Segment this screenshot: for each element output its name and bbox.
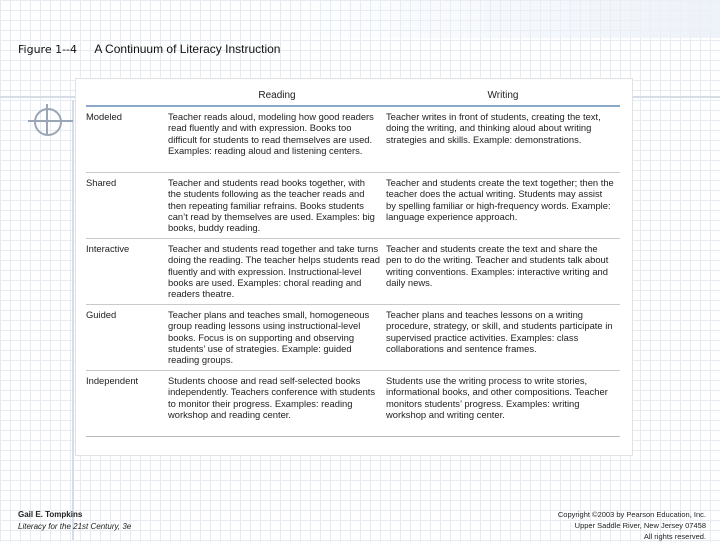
table-row	[86, 305, 620, 371]
figure-caption	[18, 42, 280, 56]
reading-cell: Teacher reads aloud, modeling how good readers read fluently and with expression. Books too difficult for students to read themselves are used. Examples: reading aloud and listening centers.	[168, 106, 386, 173]
table-row	[86, 239, 620, 305]
footer-book-title: Literacy for the 21st Century, 3e	[18, 522, 132, 531]
rights-line: All rights reserved.	[643, 532, 706, 541]
level-cell: Guided	[86, 305, 168, 371]
writing-cell: Teacher and students create the text together; then the teacher does the actual writing. Students may assist by spelling familiar or high-frequency words. Example: language experience approach.	[386, 173, 620, 239]
header-level	[86, 87, 168, 106]
crosshair-vertical	[46, 104, 48, 134]
crosshair-circle-icon	[34, 108, 62, 136]
reading-cell: Teacher and students read books together, with the students following as the teacher reads and then repeating familiar refrains. Books students can’t read by themselves are used. Examples: big books, buddy reading.	[168, 173, 386, 239]
level-cell: Shared	[86, 173, 168, 239]
publisher-line: Upper Saddle River, New Jersey 07458	[574, 521, 706, 530]
continuum-table	[86, 87, 620, 437]
table-row	[86, 371, 620, 437]
header-gradient	[260, 0, 720, 38]
crosshair-horizontal	[28, 120, 73, 122]
header-reading: Reading	[168, 87, 386, 106]
figure-title: A Continuum of Literacy Instruction	[94, 42, 281, 56]
level-cell: Independent	[86, 371, 168, 437]
writing-cell: Students use the writing process to write stories, informational books, and other compositions. Teacher monitors students’ progress. Examples: writing workshop and writing center.	[386, 371, 620, 437]
decorative-rule-vertical	[72, 100, 74, 540]
level-cell: Interactive	[86, 239, 168, 305]
reading-cell: Teacher and students read together and take turns doing the reading. The teacher helps students read fluently and with expression. Instructional-level books are used. Examples: choral reading and readers theatre.	[168, 239, 386, 305]
figure-label: Figure 1--4	[18, 43, 78, 56]
writing-cell: Teacher plans and teaches lessons on a writing procedure, strategy, or skill, and students participate in supervised practice activities. Examples: class collaborations and sentence frames.	[386, 305, 620, 371]
level-cell: Modeled	[86, 106, 168, 173]
footer-copyright	[558, 509, 706, 542]
reading-cell: Teacher plans and teaches small, homogeneous group reading lessons using instructional-level books. Focus is on supporting and observing students’ use of strategies. Example: guided reading groups.	[168, 305, 386, 371]
footer-author: Gail E. Tompkins	[18, 510, 83, 519]
table-header-row	[86, 87, 620, 106]
table-row	[86, 106, 620, 173]
reading-cell: Students choose and read self-selected books independently. Teachers conference with students to monitor their progress. Examples: reading workshop and reading center.	[168, 371, 386, 437]
writing-cell: Teacher writes in front of students, creating the text, doing the writing, and thinking aloud about writing strategies and skills. Example: demonstrations.	[386, 106, 620, 173]
writing-cell: Teacher and students create the text and share the pen to do the writing. Teacher and students talk about writing conventions. Examples: interactive writing and daily news.	[386, 239, 620, 305]
copyright-line: Copyright ©2003 by Pearson Education, Inc.	[557, 510, 706, 519]
header-writing: Writing	[386, 87, 620, 106]
footer-credit	[18, 509, 131, 533]
table-row	[86, 173, 620, 239]
